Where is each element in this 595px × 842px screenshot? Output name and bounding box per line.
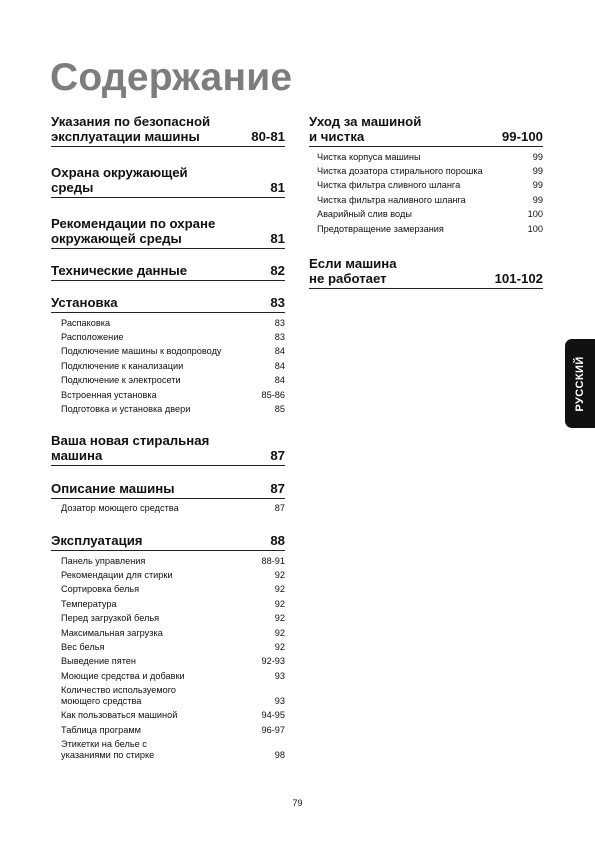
toc-item[interactable] <box>317 193 543 207</box>
toc-item[interactable] <box>61 502 285 516</box>
toc-item-text-line: Чистка корпуса машины <box>317 151 421 162</box>
section-page-number: 81 <box>270 231 285 246</box>
toc-right-column <box>309 114 543 289</box>
toc-item[interactable] <box>61 655 285 669</box>
toc-item-text <box>61 738 285 763</box>
section-title-line: и чистка <box>309 129 365 144</box>
toc-item[interactable] <box>317 164 543 178</box>
section-title <box>51 481 285 496</box>
toc-item-text-line: Выведение пятен <box>61 656 136 667</box>
toc-section-heading[interactable] <box>51 263 285 278</box>
toc-left-column <box>51 114 285 763</box>
toc-section <box>51 216 285 249</box>
toc-section <box>51 165 285 198</box>
toc-item-page-number: 92 <box>274 627 285 638</box>
toc-item-text-line: Температура <box>61 598 117 609</box>
section-title <box>51 216 285 246</box>
toc-item-text-line: Этикетки на белье с <box>61 739 147 750</box>
toc-item-page-number: 85-86 <box>261 389 285 400</box>
toc-item-text-line: Расположение <box>61 332 124 343</box>
toc-item-text-line: Как пользоваться машиной <box>61 710 178 721</box>
section-divider <box>51 312 285 313</box>
toc-section <box>51 263 285 281</box>
section-divider <box>51 248 285 249</box>
toc-item-text-line: Чистка фильтра сливного шланга <box>317 180 461 191</box>
section-title-line: Охрана окружающей среды <box>51 165 188 195</box>
toc-item-text <box>317 208 543 222</box>
language-tab <box>565 339 595 428</box>
toc-item-page-number: 99 <box>532 166 543 177</box>
toc-item-text-line: Распаковка <box>61 317 111 328</box>
toc-item-text-line: Рекомендации для стирки <box>61 570 173 581</box>
toc-item-page-number: 84 <box>274 375 285 386</box>
toc-item[interactable] <box>61 683 285 708</box>
toc-item[interactable] <box>61 316 285 330</box>
section-title <box>51 165 285 195</box>
section-title-line: Технические данные <box>51 263 188 278</box>
toc-section <box>51 433 285 466</box>
toc-item-text <box>61 554 285 568</box>
toc-item[interactable] <box>61 626 285 640</box>
toc-section <box>51 533 285 763</box>
toc-section-heading[interactable] <box>309 114 543 144</box>
toc-item-page-number: 84 <box>274 346 285 357</box>
toc-item-text <box>61 374 285 388</box>
section-page-number: 87 <box>270 480 285 496</box>
toc-item-page-number: 83 <box>274 332 285 343</box>
section-page-number: 82 <box>270 263 285 278</box>
section-title-line: Уход за машиной <box>309 114 422 129</box>
toc-item-text-line: Моющие средства и добавки <box>61 670 185 681</box>
toc-item[interactable] <box>61 359 285 373</box>
toc-item-text-line: Дозатор моющего средства <box>61 503 179 514</box>
toc-item-page-number: 92-93 <box>261 656 285 667</box>
section-title-line: Ваша новая стиральная <box>51 432 210 448</box>
section-title <box>51 295 285 310</box>
toc-item-text <box>61 709 285 723</box>
toc-item[interactable] <box>61 709 285 723</box>
toc-item-page-number: 92 <box>274 641 285 652</box>
toc-item-page-number: 92 <box>274 598 285 609</box>
page-number: 79 <box>292 798 303 808</box>
toc-item[interactable] <box>317 179 543 193</box>
toc-item-page-number: 83 <box>274 317 285 328</box>
toc-item[interactable] <box>61 723 285 737</box>
toc-item-text-line: моющего средства <box>61 696 142 707</box>
toc-item-page-number: 85 <box>274 403 285 414</box>
toc-section <box>51 114 285 147</box>
toc-section <box>309 256 543 289</box>
language-tab-label: РУССКИЙ <box>574 355 586 412</box>
toc-section-heading[interactable] <box>51 165 285 195</box>
toc-item-page-number: 100 <box>527 209 543 220</box>
toc-item-text-line: Подключение машины к водопроводу <box>61 346 222 357</box>
toc-item-page-number: 94-95 <box>261 710 285 721</box>
section-page-number: 101-102 <box>494 271 543 287</box>
toc-item-page-number: 93 <box>274 696 285 707</box>
page-title: Содержание <box>50 56 293 99</box>
toc-item-page-number: 98 <box>274 750 285 761</box>
toc-section-heading[interactable] <box>51 295 285 310</box>
section-page-number: 80-81 <box>251 129 285 144</box>
toc-item[interactable] <box>61 345 285 359</box>
section-page-number: 81 <box>270 180 285 195</box>
toc-item-text <box>317 222 543 236</box>
toc-item-text-line: Встроенная установка <box>61 389 157 400</box>
toc-item[interactable] <box>61 669 285 683</box>
toc-item-text-line: Таблица программ <box>61 724 141 735</box>
toc-item-text-line: Максимальная загрузка <box>61 627 163 638</box>
section-title <box>51 263 285 278</box>
section-title-line: Рекомендации по охране <box>51 216 216 231</box>
toc-item-text <box>61 330 285 344</box>
section-divider <box>309 146 543 147</box>
section-page-number: 83 <box>270 295 285 310</box>
section-title-line: Если машина <box>309 256 397 272</box>
section-title-line: эксплуатации машины <box>51 129 200 144</box>
toc-item-text-line: указаниями по стирке <box>61 750 155 761</box>
section-page-number: 99-100 <box>501 129 543 144</box>
toc-item-text <box>61 626 285 640</box>
toc-item-page-number: 100 <box>527 223 543 234</box>
section-divider <box>309 288 543 289</box>
toc-item[interactable] <box>61 388 285 402</box>
section-title <box>51 533 285 548</box>
toc-item-text <box>61 345 285 359</box>
toc-item-text <box>61 359 285 373</box>
toc-item-text-line: Перед загрузкой белья <box>61 613 160 624</box>
toc-item[interactable] <box>61 597 285 611</box>
toc-item-text <box>61 669 285 683</box>
toc-item-text <box>61 316 285 330</box>
toc-section <box>51 295 285 417</box>
toc-item-text <box>317 164 543 178</box>
toc-item-text <box>61 612 285 626</box>
toc-section-heading[interactable] <box>51 216 285 246</box>
section-title-line: Указания по безопасной <box>51 114 211 129</box>
toc-item-text-line: Предотвращение замерзания <box>317 223 444 234</box>
section-title-line: машина <box>51 447 103 463</box>
toc-item-page-number: 93 <box>274 670 285 681</box>
toc-item[interactable] <box>61 738 285 763</box>
section-divider <box>51 280 285 281</box>
toc-item-text-line: Чистка фильтра наливного шланга <box>317 194 466 205</box>
section-title-line: окружающей среды <box>51 231 182 246</box>
section-title-line: Эксплуатация <box>51 533 143 548</box>
toc-item-list <box>51 316 285 417</box>
toc-item-list <box>51 502 285 516</box>
toc-item-text <box>61 402 285 416</box>
toc-item-page-number: 99 <box>532 194 543 205</box>
toc-section-heading[interactable] <box>51 433 285 463</box>
toc-item[interactable] <box>317 150 543 164</box>
toc-item-text <box>61 583 285 597</box>
toc-item[interactable] <box>61 640 285 654</box>
section-title-line: не работает <box>309 271 387 287</box>
section-page-number: 88 <box>270 533 285 548</box>
toc-item-text-line: Вес белья <box>61 641 105 652</box>
toc-section-heading[interactable] <box>51 481 285 496</box>
toc-item-page-number: 92 <box>274 613 285 624</box>
toc-item-text <box>61 683 285 708</box>
toc-item-page-number: 92 <box>274 584 285 595</box>
toc-item[interactable] <box>61 554 285 568</box>
toc-item-text-line: Чистка дозатора стирального порошка <box>317 166 483 177</box>
toc-item-page-number: 96-97 <box>261 724 285 735</box>
toc-section-heading[interactable] <box>51 114 285 144</box>
section-page-number: 87 <box>270 447 285 463</box>
toc-item-text <box>61 388 285 402</box>
toc-section <box>309 114 543 236</box>
toc-item-text <box>317 179 543 193</box>
toc-item[interactable] <box>61 374 285 388</box>
section-title-line: Установка <box>51 295 118 310</box>
section-divider <box>51 498 285 499</box>
toc-item-text <box>61 568 285 582</box>
toc-item-text <box>61 597 285 611</box>
section-divider <box>51 146 285 147</box>
toc-item-page-number: 88-91 <box>261 555 285 566</box>
toc-item-text-line: Количество используемого <box>61 685 177 696</box>
toc-section <box>51 481 285 516</box>
toc-item-text-line: Аварийный слив воды <box>317 209 412 220</box>
toc-item-text <box>61 640 285 654</box>
toc-item[interactable] <box>61 612 285 626</box>
toc-section-heading[interactable] <box>51 533 285 548</box>
toc-item-text-line: Панель управления <box>61 555 146 566</box>
section-divider <box>51 550 285 551</box>
section-divider <box>51 197 285 198</box>
section-title <box>51 114 285 144</box>
toc-item-page-number: 87 <box>274 503 285 514</box>
toc-item-text <box>61 723 285 737</box>
toc-item-page-number: 92 <box>274 570 285 581</box>
toc-item-text-line: Подключение к электросети <box>61 375 181 386</box>
toc-item-text <box>317 150 543 164</box>
toc-item-text <box>61 655 285 669</box>
toc-item-text-line: Подключение к канализации <box>61 360 184 371</box>
toc-item-page-number: 99 <box>532 180 543 191</box>
toc-item[interactable] <box>61 583 285 597</box>
toc-item-page-number: 99 <box>532 151 543 162</box>
section-title <box>51 433 285 463</box>
toc-item[interactable] <box>61 568 285 582</box>
toc-item-list <box>309 150 543 236</box>
toc-item-text <box>317 193 543 207</box>
section-title-line: Описание машины <box>51 480 175 496</box>
toc-item[interactable] <box>317 222 543 236</box>
toc-item-text-line: Сортировка белья <box>61 584 140 595</box>
toc-item[interactable] <box>317 208 543 222</box>
section-divider <box>51 465 285 466</box>
toc-section-heading[interactable] <box>309 256 543 286</box>
toc-item-list <box>51 554 285 763</box>
toc-item-text <box>61 502 285 516</box>
toc-item-page-number: 84 <box>274 360 285 371</box>
toc-item[interactable] <box>61 402 285 416</box>
toc-item[interactable] <box>61 330 285 344</box>
toc-item-text-line: Подготовка и установка двери <box>61 403 191 414</box>
